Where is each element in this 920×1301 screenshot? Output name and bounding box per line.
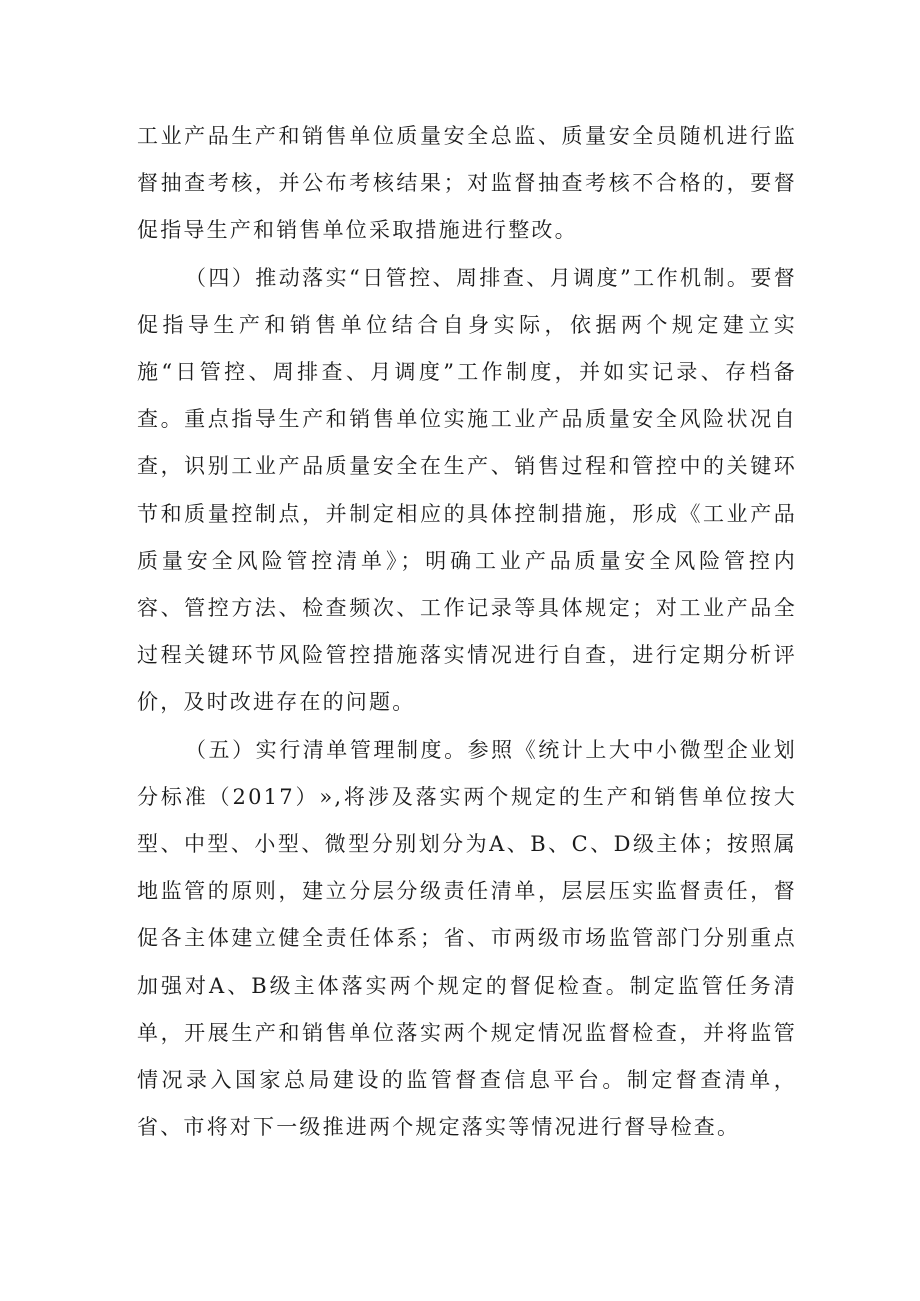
document-body xyxy=(137,113,797,1151)
paragraph-continuation: 工业产品生产和销售单位质量安全总监、质量安全员随机进行监督抽查考核，并公布考核结果；对监督抽查考核不合格的，要督促指导生产和销售单位采取措施进行整改。 xyxy=(137,124,797,243)
paragraph-section-5: （五）实行清单管理制度。参照《统计上大中小微型企业划分标准（2017）»,将涉及落实两个规定的生产和销售单位按大型、中型、小型、微型分别划分为A、B、C、D级主体；按照属地监管的原则，建立分层分级责任清单，层层压实监督责任，督促各主体建立健全责任体系；省、市两级市场监管部门分别重点加强对A、B级主体落实两个规定的督促检查。制定监管任务清单，开展生产和销售单位落实两个规定情况监督检查，并将监管情况录入国家总局建设的监管督查信息平台。制定督查清单，省、市将对下一级推进两个规定落实等情况进行督导检查。 xyxy=(137,737,797,1140)
paragraph-section-4: （四）推动落实“日管控、周排查、月调度”工作机制。要督促指导生产和销售单位结合自身实际，依据两个规定建立实施“日管控、周排查、月调度”工作制度，并如实记录、存档备查。重点指导生产和销售单位实施工业产品质量安全风险状况自查，识别工业产品质量安全在生产、销售过程和管控中的关键环节和质量控制点，并制定相应的具体控制措施，形成《工业产品质量安全风险管控清单》；明确工业产品质量安全风险管控内容、管控方法、检查频次、工作记录等具体规定；对工业产品全过程关键环节风险管控措施落实情况进行自查，进行定期分析评价，及时改进存在的问题。 xyxy=(137,265,797,715)
